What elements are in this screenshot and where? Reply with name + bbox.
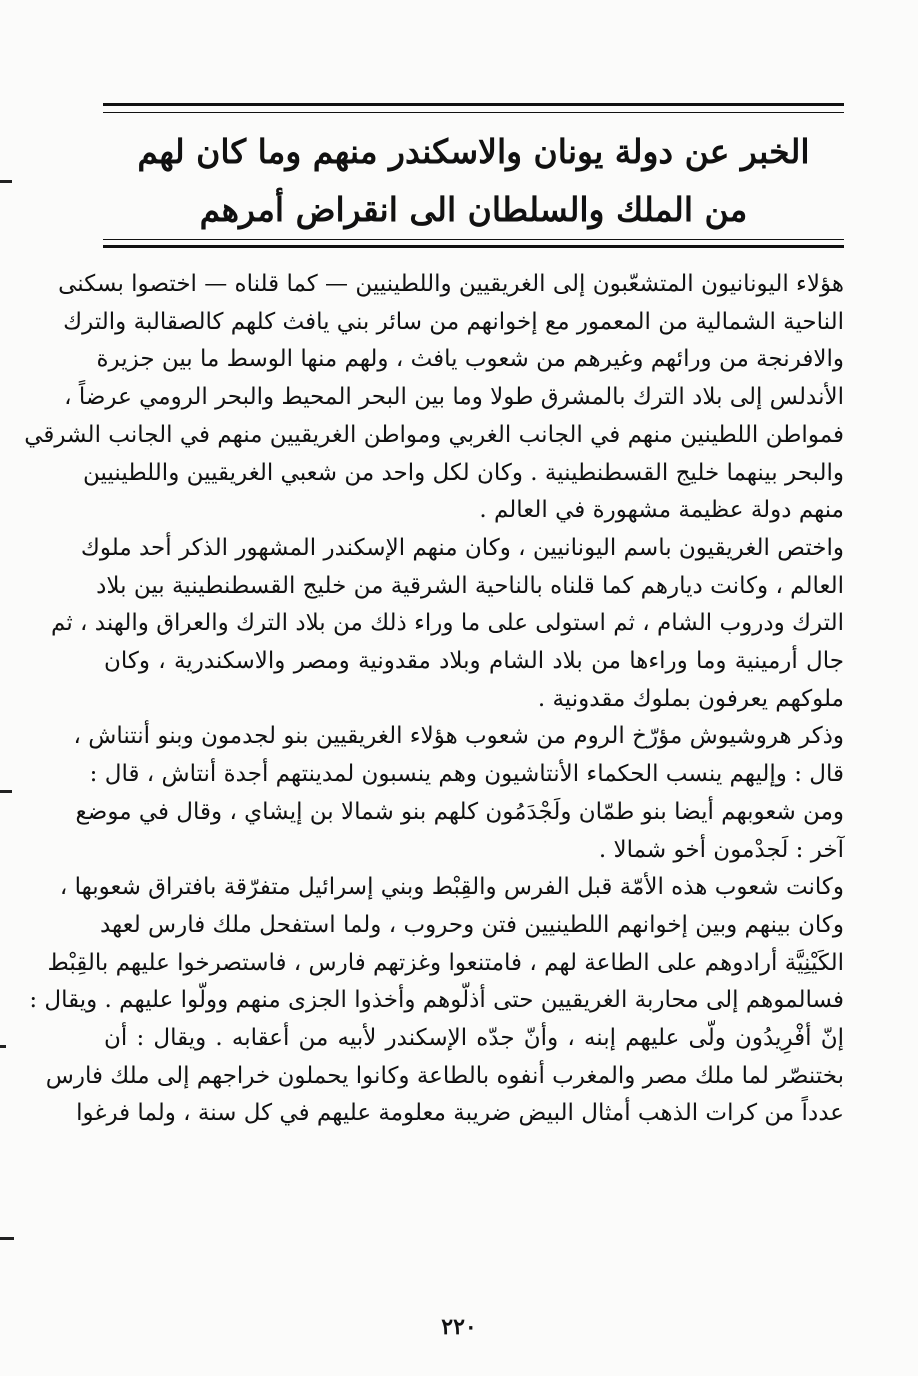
text-line: جال أرمينية وما وراءها من بلاد الشام وبلاد مقدونية ومصر والاسكندرية ، وكان: [104, 648, 844, 675]
text-line: العالم ، وكانت ديارهم كما قلناه بالناحية الشرقية من خليج القسطنطينية بين بلاد: [96, 572, 844, 599]
paragraph-3: [73, 718, 844, 869]
text-line: فسالموهم إلى محاربة الغريقيين حتى أذلّوهم وأخذوا الجزى منهم وولّوا عليهم . ويقال :: [29, 987, 844, 1014]
paragraph-2: [51, 530, 844, 719]
text-line: فمواطن اللطينين منهم في الجانب الغربي ومواطن الغريقيين منهم في الجانب الشرقي: [24, 421, 844, 448]
header-rule-bottom-thin: [103, 239, 844, 240]
body-text: [24, 266, 844, 1133]
text-line: آخر : لَجدْمون أخو شمالا .: [598, 836, 844, 863]
text-line: عدداً من كرات الذهب أمثال البيض ضريبة معلومة عليهم في كل سنة ، ولما فرغوا: [76, 1100, 844, 1127]
scan-margin-mark: [0, 1045, 6, 1048]
text-line: وذكر هروشيوش مؤرّخ الروم من شعوب هؤلاء الغريقيين بنو لجدمون وبنو أنتناش ،: [73, 723, 844, 750]
text-line: ومن شعوبهم أيضا بنو طمّان ولَجْدَمُون كلهم بنو شمالا بن إيشاي ، وقال في موضع: [75, 798, 844, 825]
paragraph-1: [24, 266, 844, 530]
scan-margin-mark: [0, 180, 12, 183]
text-line: منهم دولة عظيمة مشهورة في العالم .: [479, 497, 844, 524]
text-line: وكان بينهم وبين إخوانهم اللطينيين فتن وحروب ، ولما استفحل ملك فارس لعهد: [99, 911, 844, 938]
text-line: إنّ أفْرِيدُون ولّى عليهم إبنه ، وأنّ جدّه الإسكندر لأبيه من أعقابه . ويقال : أن: [104, 1025, 844, 1052]
text-line: الناحية الشمالية من المعمور مع إخوانهم من سائر بني يافث كلهم كالصقالبة والترك: [63, 308, 844, 335]
text-line: قال : وإليهم ينسب الحكماء الأنتاشيون وهم ينسبون لمدينتهم أجدة أنتاش ، قال :: [89, 761, 844, 788]
chapter-title: [103, 123, 844, 239]
header-rule-top-thin: [103, 112, 844, 113]
text-line: بختنصّر لما ملك مصر والمغرب أنفوه بالطاعة وكانوا يحملون خراجهم إلى ملك فارس: [45, 1062, 844, 1089]
text-line: وكانت شعوب هذه الأمّة قبل الفرس والقِبْط وبني إسرائيل متفرّقة بافتراق شعوبها ،: [59, 874, 844, 901]
chapter-header: [103, 103, 844, 255]
text-line: الأندلس إلى بلاد الترك بالمشرق طولا وما بين البحر المحيط والبحر الرومي عرضاً ،: [64, 384, 844, 411]
scan-margin-mark: [0, 1237, 14, 1240]
text-line: والافرنجة من ورائهم وغيرهم من شعوب يافث ، ولهم منها الوسط ما بين جزيرة: [96, 346, 844, 373]
header-rule-top: [103, 103, 844, 106]
text-line: هؤلاء اليونانيون المتشعّبون إلى الغريقيين واللطينيين — كما قلناه — اختصوا بسكنى: [58, 271, 844, 297]
text-line: ملوكهم يعرفون بملوك مقدونية .: [537, 685, 844, 712]
chapter-title-line-1: الخبر عن دولة يونان والاسكندر منهم وما كان لهم: [137, 132, 810, 171]
paragraph-4: [29, 869, 844, 1133]
scan-margin-mark: [0, 790, 12, 793]
page-number: ٢٢٠: [441, 1314, 477, 1340]
header-rule-bottom: [103, 245, 844, 248]
text-line: الكَيْنِيَّة أرادوهم على الطاعة لهم ، فامتنعوا وغزتهم فارس ، فاستصرخوا عليهم بالقِبْط: [47, 949, 844, 976]
text-line: واختص الغريقيون باسم اليونانيين ، وكان منهم الإسكندر المشهور الذكر أحد ملوك: [80, 534, 844, 561]
text-line: والبحر بينهما خليج القسطنطينية . وكان لكل واحد من شعبي الغريقيين واللطينيين: [83, 459, 844, 486]
text-line: الترك ودروب الشام ، ثم استولى على ما وراء ذلك من بلاد الترك والعراق والهند ، ثم: [51, 610, 844, 637]
chapter-title-line-2: من الملك والسلطان الى انقراض أمرهم: [199, 190, 748, 229]
